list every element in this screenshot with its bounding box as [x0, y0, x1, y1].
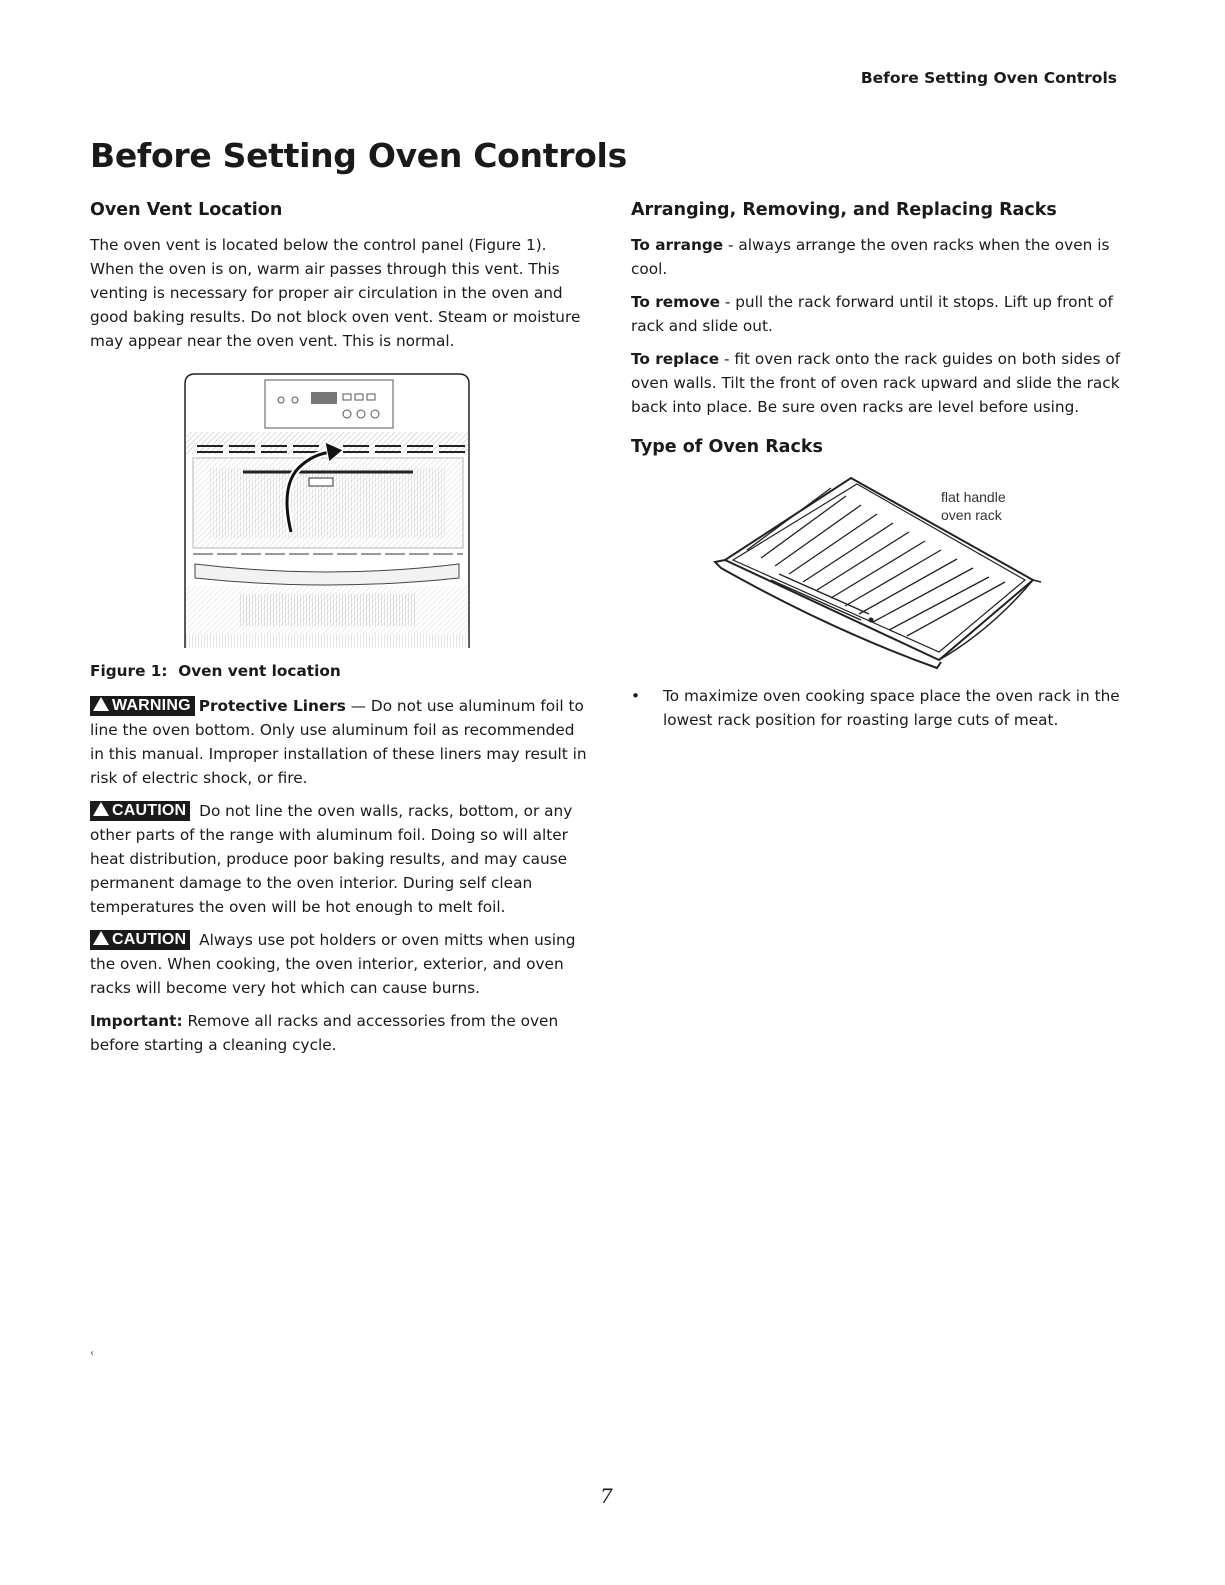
- caution-triangle-icon: [93, 802, 109, 816]
- figure-caption-label: Figure 1:: [90, 662, 168, 680]
- arrange-label: To arrange: [631, 236, 724, 254]
- warning-paragraph: [90, 694, 592, 790]
- oven-rack-illustration: [711, 470, 1051, 670]
- caution-badge-2: [90, 930, 190, 950]
- caution-badge-2-label: CAUTION: [112, 931, 187, 948]
- caution-text-1: Do not line the oven walls, racks, bottom, or any other parts of the range with aluminum foil. Doing so will alter heat distribution, produce poor baking results, and may cause permanent damage to the oven interior. During self clean temperatures the oven will be hot enough to melt foil.: [90, 802, 573, 916]
- warning-badge-label: WARNING: [112, 697, 191, 714]
- vent-location-paragraph: The oven vent is located below the control panel (Figure 1). When the oven is on, warm air passes through this vent. This venting is necessary for proper air circulation in the oven and good baking results. Do not block oven vent. Steam or moisture may appear near the oven vent. This is normal.: [90, 236, 581, 350]
- important-label: Important:: [90, 1012, 183, 1030]
- remove-text: - pull the rack forward until it stops. Lift up front of rack and slide out.: [631, 293, 1113, 335]
- rack-position-bullet: • To maximize oven cooking space place the oven rack in the lowest rack position for roasting large cuts of meat.: [631, 684, 1131, 732]
- arrange-paragraph: [631, 233, 1131, 281]
- caution-triangle-icon: [93, 931, 109, 945]
- rack-label-line2: oven rack: [941, 507, 1002, 523]
- caution-paragraph-1: [90, 799, 592, 919]
- oven-vent-illustration: [183, 372, 471, 650]
- warning-badge: [90, 696, 195, 716]
- rack-type-heading: Type of Oven Racks: [631, 437, 823, 457]
- remove-paragraph: [631, 290, 1131, 338]
- warning-title: Protective Liners: [198, 697, 346, 715]
- caution-badge-1-label: CAUTION: [112, 802, 187, 819]
- important-paragraph: [90, 1009, 592, 1057]
- caution-text-2: Always use pot holders or oven mitts when using the oven. When cooking, the oven interior, exterior, and oven racks will become very hot which can cause burns.: [90, 931, 576, 997]
- page-number: 7: [600, 1484, 613, 1508]
- figure-caption: [90, 662, 592, 680]
- warning-text: — Do not use aluminum foil to line the oven bottom. Only use aluminum foil as recommended in this manual. Improper installation of these liners may result in risk of electric shock, or fire.: [90, 697, 587, 787]
- rack-label: [941, 488, 1006, 524]
- important-text: Remove all racks and accessories from the oven before starting a cleaning cycle.: [90, 1012, 559, 1054]
- running-header: Before Setting Oven Controls: [860, 69, 1117, 87]
- racks-heading: Arranging, Removing, and Replacing Racks: [631, 200, 1057, 220]
- caution-paragraph-2: [90, 928, 592, 1000]
- figure-caption-text: Oven vent location: [178, 662, 341, 680]
- right-column: [631, 200, 1131, 732]
- replace-text: - fit oven rack onto the rack guides on both sides of oven walls. Tilt the front of oven rack upward and slide the rack back into place. Be sure oven racks are level before using.: [631, 350, 1121, 416]
- remove-label: To remove: [631, 293, 720, 311]
- page-title: Before Setting Oven Controls: [90, 136, 627, 175]
- replace-paragraph: [631, 347, 1131, 419]
- arrange-text: - always arrange the oven racks when the oven is cool.: [631, 236, 1110, 278]
- warning-triangle-icon: [93, 697, 109, 711]
- replace-label: To replace: [631, 350, 720, 368]
- rack-label-line1: flat handle: [941, 489, 1006, 505]
- caution-badge-1: [90, 801, 190, 821]
- vent-location-heading: Oven Vent Location: [90, 200, 283, 220]
- left-column: [90, 200, 592, 1066]
- stray-mark: ‹: [90, 1348, 94, 1359]
